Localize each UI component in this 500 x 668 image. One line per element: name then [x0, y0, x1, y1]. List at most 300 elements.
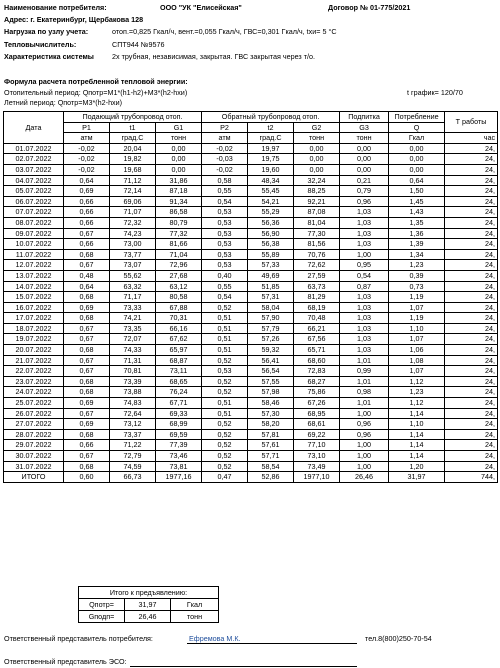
- row-date: 30.07.2022: [4, 451, 64, 462]
- row-cell: 0,66: [64, 239, 110, 250]
- row-cell: 0,68: [64, 461, 110, 472]
- row-cell: 27,59: [294, 270, 340, 281]
- row-date: 26.07.2022: [4, 408, 64, 419]
- row-cell: 0,68: [64, 429, 110, 440]
- row-cell: 70,81: [110, 366, 156, 377]
- total-label: ИТОГО: [4, 472, 64, 483]
- row-cell: 0,00: [156, 143, 202, 154]
- row-cell: 24,: [445, 292, 498, 303]
- row-cell: 1,06: [389, 345, 445, 356]
- row-date: 20.07.2022: [4, 345, 64, 356]
- param-header-row: [4, 122, 498, 133]
- row-cell: 0,69: [64, 186, 110, 197]
- table-row: [4, 217, 498, 228]
- row-cell: 73,77: [110, 249, 156, 260]
- row-cell: 70,76: [294, 249, 340, 260]
- row-cell: 0,68: [64, 292, 110, 303]
- row-cell: -0,02: [64, 154, 110, 165]
- row-date: 31.07.2022: [4, 461, 64, 472]
- row-cell: 57,31: [248, 292, 294, 303]
- row-cell: 56,38: [248, 239, 294, 250]
- row-cell: 63,73: [294, 281, 340, 292]
- row-cell: 1,03: [340, 239, 389, 250]
- row-date: 22.07.2022: [4, 366, 64, 377]
- row-cell: 24,: [445, 376, 498, 387]
- row-cell: 1,10: [389, 419, 445, 430]
- row-cell: 1,34: [389, 249, 445, 260]
- row-cell: 65,97: [156, 345, 202, 356]
- row-cell: 0,68: [64, 313, 110, 324]
- row-cell: 0,99: [340, 366, 389, 377]
- row-cell: 0,53: [202, 239, 248, 250]
- row-cell: 68,95: [294, 408, 340, 419]
- row-cell: 24,: [445, 323, 498, 334]
- unit-hours: час: [445, 133, 498, 144]
- row-cell: 24,: [445, 217, 498, 228]
- row-cell: 74,83: [110, 398, 156, 409]
- row-cell: -0,02: [64, 164, 110, 175]
- row-cell: 0,52: [202, 376, 248, 387]
- payment-row: [79, 599, 219, 611]
- row-cell: 65,71: [294, 345, 340, 356]
- row-date: 15.07.2022: [4, 292, 64, 303]
- row-cell: 1,35: [389, 217, 445, 228]
- row-cell: -0,02: [64, 143, 110, 154]
- row-date: 12.07.2022: [4, 260, 64, 271]
- row-cell: 0,40: [202, 270, 248, 281]
- table-row: [4, 239, 498, 250]
- row-cell: 0,51: [202, 323, 248, 334]
- row-cell: 1,45: [389, 196, 445, 207]
- row-cell: 88,25: [294, 186, 340, 197]
- row-cell: 56,41: [248, 355, 294, 366]
- row-cell: 54,21: [248, 196, 294, 207]
- date-header: Дата: [4, 112, 64, 144]
- row-cell: 0,55: [202, 281, 248, 292]
- row-cell: 0,00: [389, 164, 445, 175]
- row-cell: 0,51: [202, 313, 248, 324]
- row-cell: 71,17: [110, 292, 156, 303]
- table-row: [4, 429, 498, 440]
- table-row: [4, 228, 498, 239]
- table-row: [4, 440, 498, 451]
- row-cell: 57,79: [248, 323, 294, 334]
- row-cell: 0,39: [389, 270, 445, 281]
- table-row: [4, 461, 498, 472]
- payment-unit: Гкал: [171, 599, 219, 611]
- row-cell: 0,98: [340, 387, 389, 398]
- param-p1: P1: [64, 122, 110, 133]
- param-g1: G1: [156, 122, 202, 133]
- row-cell: 0,00: [389, 154, 445, 165]
- row-cell: 24,: [445, 249, 498, 260]
- row-cell: 81,04: [294, 217, 340, 228]
- row-cell: 0,67: [64, 451, 110, 462]
- row-cell: 0,51: [202, 398, 248, 409]
- row-date: 06.07.2022: [4, 196, 64, 207]
- row-date: 19.07.2022: [4, 334, 64, 345]
- row-cell: 0,53: [202, 366, 248, 377]
- row-cell: 19,75: [248, 154, 294, 165]
- row-cell: 24,: [445, 387, 498, 398]
- param-g2: G2: [294, 122, 340, 133]
- system-value: 2х трубная, независимая, закрытая. ГВС закрытая через т/о.: [112, 52, 315, 61]
- row-cell: 0,52: [202, 440, 248, 451]
- row-cell: 24,: [445, 239, 498, 250]
- row-cell: 77,32: [156, 228, 202, 239]
- row-cell: 1,03: [340, 313, 389, 324]
- row-date: 08.07.2022: [4, 217, 64, 228]
- row-cell: 0,68: [64, 249, 110, 260]
- row-date: 10.07.2022: [4, 239, 64, 250]
- row-cell: 0,67: [64, 228, 110, 239]
- row-cell: 87,18: [156, 186, 202, 197]
- row-cell: 70,48: [294, 313, 340, 324]
- table-row: [4, 366, 498, 377]
- total-cell: 1977,10: [294, 472, 340, 483]
- return-pipe-header: Обратный трубопровод отоп.: [202, 112, 340, 123]
- row-cell: 1,12: [389, 376, 445, 387]
- calculator-label: Тепловычислитель:: [4, 40, 77, 49]
- unit-q: Гкал: [389, 133, 445, 144]
- row-cell: 24,: [445, 419, 498, 430]
- row-cell: 0,54: [202, 292, 248, 303]
- payment-row: [79, 611, 219, 623]
- row-date: 05.07.2022: [4, 186, 64, 197]
- table-row: [4, 302, 498, 313]
- row-cell: -0,03: [202, 154, 248, 165]
- row-date: 23.07.2022: [4, 376, 64, 387]
- row-cell: 0,68: [64, 376, 110, 387]
- phone: тел.8(800)250-70-54: [365, 634, 432, 643]
- row-date: 01.07.2022: [4, 143, 64, 154]
- row-cell: 57,26: [248, 334, 294, 345]
- row-cell: 1,12: [389, 398, 445, 409]
- row-cell: 0,96: [340, 419, 389, 430]
- row-cell: 0,00: [156, 154, 202, 165]
- row-cell: 0,00: [156, 164, 202, 175]
- row-cell: 67,26: [294, 398, 340, 409]
- row-cell: 0,79: [340, 186, 389, 197]
- row-cell: 24,: [445, 186, 498, 197]
- consumption-table: [3, 111, 498, 483]
- row-cell: 74,33: [110, 345, 156, 356]
- row-cell: 72,62: [294, 260, 340, 271]
- row-cell: 24,: [445, 143, 498, 154]
- row-cell: 0,66: [64, 440, 110, 451]
- row-cell: 1,19: [389, 313, 445, 324]
- row-cell: 0,64: [64, 281, 110, 292]
- system-label: Характеристика системы: [4, 52, 94, 61]
- row-cell: 0,67: [64, 366, 110, 377]
- unit-t1: град.С: [110, 133, 156, 144]
- row-cell: 67,88: [156, 302, 202, 313]
- payment-label: Qпотр=: [79, 599, 125, 611]
- row-cell: 72,83: [294, 366, 340, 377]
- row-cell: 69,59: [156, 429, 202, 440]
- row-cell: 0,55: [202, 186, 248, 197]
- row-cell: 1,03: [340, 334, 389, 345]
- row-cell: 24,: [445, 207, 498, 218]
- row-cell: 0,51: [202, 334, 248, 345]
- row-cell: 1,00: [340, 408, 389, 419]
- row-cell: 67,56: [294, 334, 340, 345]
- row-cell: 0,96: [340, 429, 389, 440]
- consumer-label: Наименование потребителя:: [4, 3, 107, 12]
- total-cell: 744,: [445, 472, 498, 483]
- table-row: [4, 323, 498, 334]
- param-p2: P2: [202, 122, 248, 133]
- row-cell: 0,54: [202, 196, 248, 207]
- row-cell: 73,11: [156, 366, 202, 377]
- row-cell: 68,60: [294, 355, 340, 366]
- table-row: [4, 164, 498, 175]
- row-cell: 76,24: [156, 387, 202, 398]
- row-cell: 24,: [445, 440, 498, 451]
- row-cell: 81,56: [294, 239, 340, 250]
- row-cell: 1,14: [389, 451, 445, 462]
- row-cell: 0,00: [389, 143, 445, 154]
- table-row: [4, 334, 498, 345]
- row-cell: 73,81: [156, 461, 202, 472]
- row-cell: 0,95: [340, 260, 389, 271]
- row-date: 17.07.2022: [4, 313, 64, 324]
- row-cell: 51,85: [248, 281, 294, 292]
- row-cell: 24,: [445, 175, 498, 186]
- row-cell: 74,23: [110, 228, 156, 239]
- row-cell: 71,07: [110, 207, 156, 218]
- row-cell: 24,: [445, 228, 498, 239]
- row-cell: 0,69: [64, 419, 110, 430]
- total-cell: 52,86: [248, 472, 294, 483]
- row-cell: 0,52: [202, 302, 248, 313]
- row-cell: 1,03: [340, 217, 389, 228]
- row-cell: 1,36: [389, 228, 445, 239]
- row-cell: 55,45: [248, 186, 294, 197]
- row-cell: 81,29: [294, 292, 340, 303]
- row-cell: 0,54: [340, 270, 389, 281]
- table-row: [4, 154, 498, 165]
- row-cell: 0,52: [202, 429, 248, 440]
- row-date: 04.07.2022: [4, 175, 64, 186]
- row-cell: 1,01: [340, 376, 389, 387]
- row-cell: 1,08: [389, 355, 445, 366]
- row-cell: 0,66: [64, 196, 110, 207]
- row-cell: 24,: [445, 281, 498, 292]
- total-cell: 31,97: [389, 472, 445, 483]
- row-date: 18.07.2022: [4, 323, 64, 334]
- payment-title-row: [79, 587, 219, 599]
- total-cell: 0,47: [202, 472, 248, 483]
- row-cell: 77,39: [156, 440, 202, 451]
- payment-value: 26,46: [125, 611, 171, 623]
- row-cell: 68,99: [156, 419, 202, 430]
- row-cell: 27,68: [156, 270, 202, 281]
- row-cell: 49,69: [248, 270, 294, 281]
- row-cell: 73,39: [110, 376, 156, 387]
- row-cell: 0,52: [202, 419, 248, 430]
- row-cell: 48,34: [248, 175, 294, 186]
- row-cell: 0,53: [202, 260, 248, 271]
- row-cell: 1,23: [389, 260, 445, 271]
- row-cell: 0,53: [202, 217, 248, 228]
- row-cell: 77,10: [294, 440, 340, 451]
- row-cell: 81,66: [156, 239, 202, 250]
- row-date: 14.07.2022: [4, 281, 64, 292]
- row-cell: 0,87: [340, 281, 389, 292]
- row-cell: 72,32: [110, 217, 156, 228]
- row-cell: 0,67: [64, 408, 110, 419]
- row-cell: 19,60: [248, 164, 294, 175]
- unit-p2: атм: [202, 133, 248, 144]
- table-row: [4, 270, 498, 281]
- row-cell: 72,14: [110, 186, 156, 197]
- row-cell: 19,68: [110, 164, 156, 175]
- row-cell: 72,64: [110, 408, 156, 419]
- row-cell: 1,03: [340, 207, 389, 218]
- row-cell: 59,32: [248, 345, 294, 356]
- row-date: 28.07.2022: [4, 429, 64, 440]
- payment-label: Gподп=: [79, 611, 125, 623]
- payment-unit: тонн: [171, 611, 219, 623]
- table-row: [4, 281, 498, 292]
- row-cell: 24,: [445, 302, 498, 313]
- group-header-row: [4, 112, 498, 123]
- row-cell: 24,: [445, 366, 498, 377]
- table-row: [4, 260, 498, 271]
- row-cell: 73,37: [110, 429, 156, 440]
- row-cell: 75,86: [294, 387, 340, 398]
- row-cell: 1,19: [389, 292, 445, 303]
- row-cell: 0,00: [294, 164, 340, 175]
- row-cell: 0,00: [340, 164, 389, 175]
- row-cell: 0,51: [202, 345, 248, 356]
- row-cell: 0,52: [202, 355, 248, 366]
- row-cell: 0,21: [340, 175, 389, 186]
- formula-title: Формула расчета потребленной тепловой энергии:: [4, 77, 188, 86]
- table-row: [4, 143, 498, 154]
- row-cell: 1,23: [389, 387, 445, 398]
- table-row: [4, 419, 498, 430]
- row-cell: 71,04: [156, 249, 202, 260]
- row-cell: 71,31: [110, 355, 156, 366]
- row-cell: 57,98: [248, 387, 294, 398]
- row-cell: 24,: [445, 429, 498, 440]
- row-cell: 1,14: [389, 440, 445, 451]
- row-cell: 24,: [445, 345, 498, 356]
- row-cell: 24,: [445, 313, 498, 324]
- row-cell: 24,: [445, 164, 498, 175]
- row-date: 27.07.2022: [4, 419, 64, 430]
- row-cell: 0,52: [202, 451, 248, 462]
- row-cell: -0,02: [202, 143, 248, 154]
- row-cell: 69,06: [110, 196, 156, 207]
- row-cell: 0,96: [340, 196, 389, 207]
- row-date: 11.07.2022: [4, 249, 64, 260]
- row-cell: 24,: [445, 154, 498, 165]
- row-cell: 72,79: [110, 451, 156, 462]
- makeup-header: Подпитка: [340, 112, 389, 123]
- consumption-header: Потребление: [389, 112, 445, 123]
- row-cell: 24,: [445, 355, 498, 366]
- row-cell: 1,39: [389, 239, 445, 250]
- row-cell: 1,07: [389, 302, 445, 313]
- row-cell: 55,89: [248, 249, 294, 260]
- row-cell: 0,66: [64, 207, 110, 218]
- unit-g3: тонн: [340, 133, 389, 144]
- row-cell: 80,79: [156, 217, 202, 228]
- row-cell: 1,03: [340, 228, 389, 239]
- param-t2: t2: [248, 122, 294, 133]
- row-cell: -0,02: [202, 164, 248, 175]
- calculator-value: СПТ944 №9576: [112, 40, 165, 49]
- row-cell: 19,97: [248, 143, 294, 154]
- table-row: [4, 186, 498, 197]
- table-row: [4, 387, 498, 398]
- row-cell: 77,30: [294, 228, 340, 239]
- row-cell: 1,03: [340, 323, 389, 334]
- row-cell: 63,32: [110, 281, 156, 292]
- row-date: 02.07.2022: [4, 154, 64, 165]
- row-cell: 0,00: [340, 143, 389, 154]
- row-cell: 19,82: [110, 154, 156, 165]
- row-cell: 0,52: [202, 461, 248, 472]
- row-cell: 24,: [445, 451, 498, 462]
- row-cell: 66,21: [294, 323, 340, 334]
- row-cell: 87,08: [294, 207, 340, 218]
- row-cell: 1,01: [340, 398, 389, 409]
- row-cell: 68,87: [156, 355, 202, 366]
- heating-formula: Отопительный период: Qпотр=M1*(h1-h2)+M3*(h2-hхи): [4, 88, 188, 97]
- row-cell: 73,33: [110, 302, 156, 313]
- row-cell: 0,73: [389, 281, 445, 292]
- row-cell: 24,: [445, 461, 498, 472]
- load-value: отоп.=0,825 Гкал/ч, вент.=0,055 Гкал/ч, ГВС=0,301 Гкал/ч, txи= 5 °С: [112, 27, 337, 36]
- consumer-name: ООО "УК "Елисейская": [160, 3, 242, 12]
- row-cell: 91,34: [156, 196, 202, 207]
- row-cell: 1,00: [340, 440, 389, 451]
- consumer-signature-line: [187, 643, 357, 644]
- row-cell: 57,30: [248, 408, 294, 419]
- row-cell: 57,33: [248, 260, 294, 271]
- row-cell: 70,31: [156, 313, 202, 324]
- row-cell: 57,55: [248, 376, 294, 387]
- row-cell: 58,46: [248, 398, 294, 409]
- total-cell: 26,46: [340, 472, 389, 483]
- total-row: [4, 472, 498, 483]
- table-row: [4, 355, 498, 366]
- row-cell: 1,03: [340, 345, 389, 356]
- row-cell: 1,00: [340, 461, 389, 472]
- row-cell: 66,16: [156, 323, 202, 334]
- table-row: [4, 196, 498, 207]
- table-row: [4, 175, 498, 186]
- row-cell: 0,68: [64, 345, 110, 356]
- eso-signature-line: [130, 666, 357, 667]
- row-cell: 56,36: [248, 217, 294, 228]
- row-cell: 73,00: [110, 239, 156, 250]
- row-cell: 73,35: [110, 323, 156, 334]
- row-cell: 56,90: [248, 228, 294, 239]
- row-cell: 24,: [445, 408, 498, 419]
- row-cell: 73,46: [156, 451, 202, 462]
- payment-summary: [78, 586, 219, 623]
- row-cell: 73,49: [294, 461, 340, 472]
- row-cell: 1,03: [340, 292, 389, 303]
- row-cell: 1,01: [340, 355, 389, 366]
- row-cell: 0,69: [64, 398, 110, 409]
- row-cell: 1,03: [340, 302, 389, 313]
